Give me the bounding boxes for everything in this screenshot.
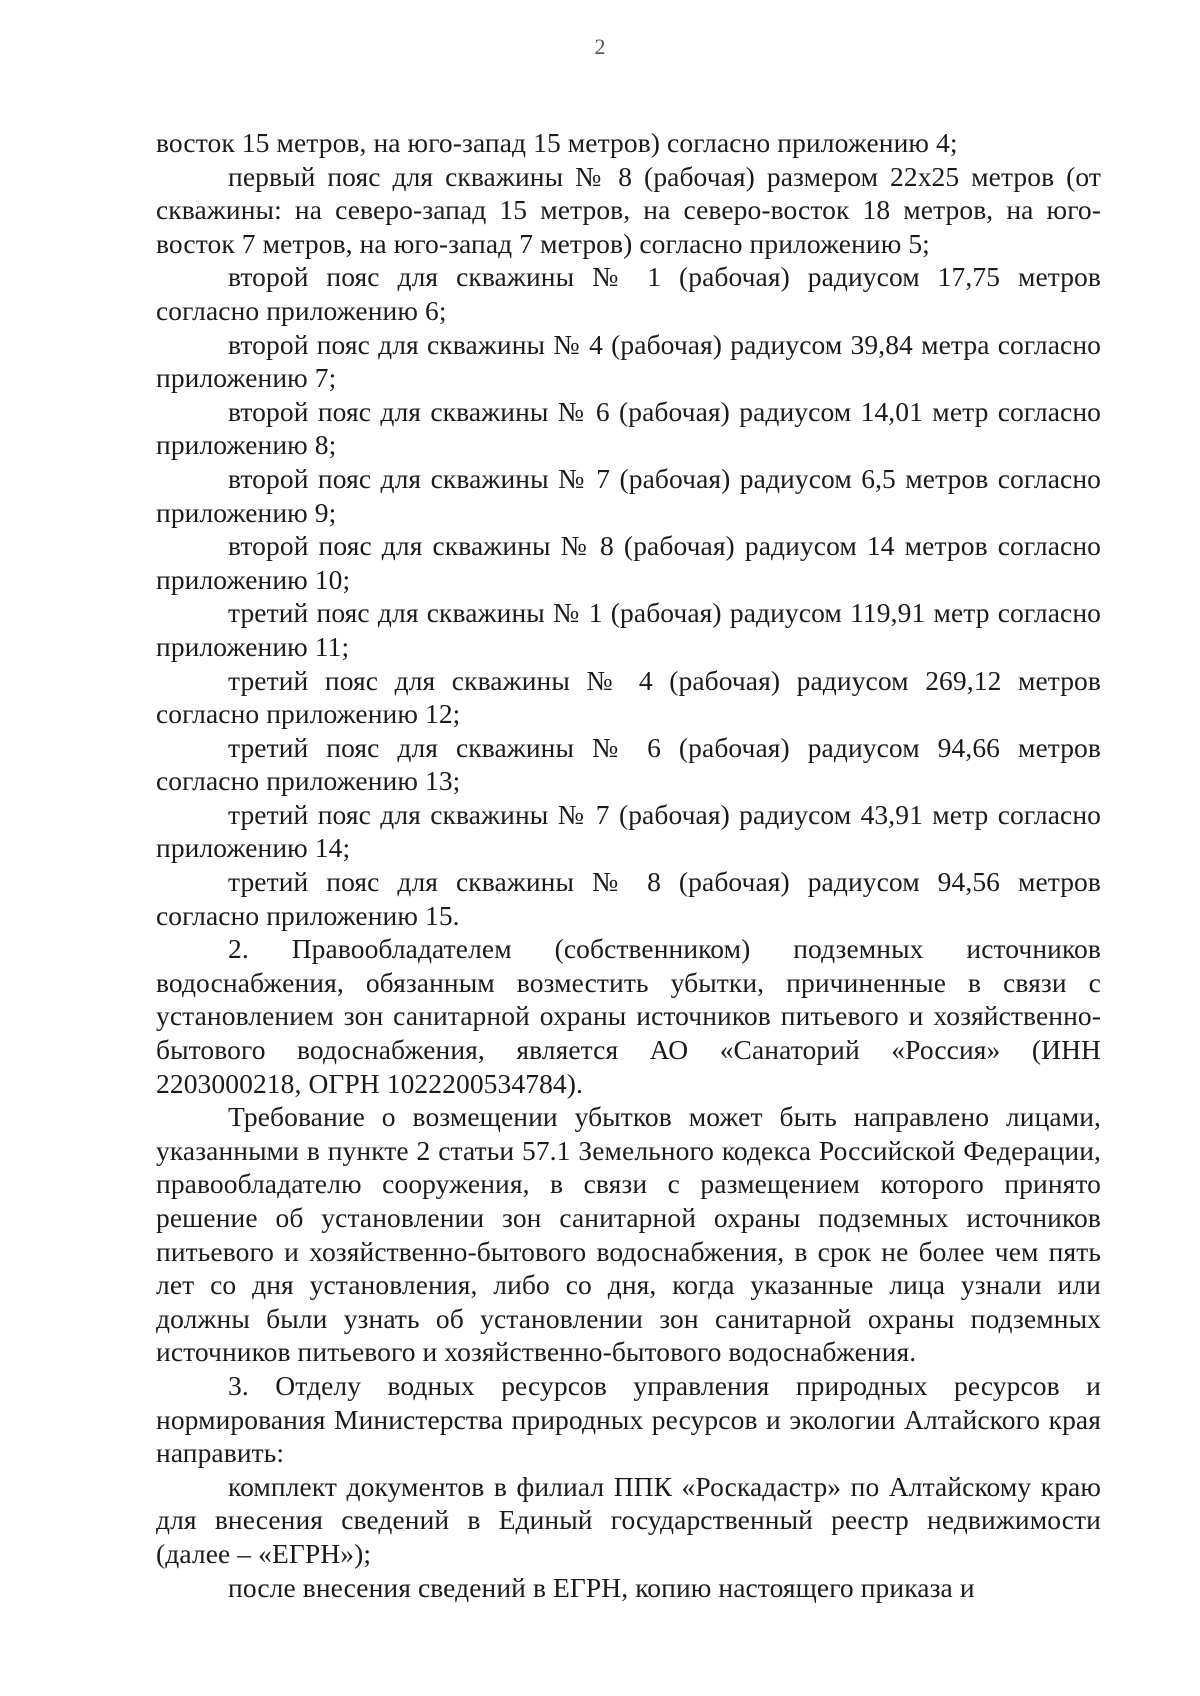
page-number: 2 [594, 34, 606, 59]
paragraph-third-belt-well-8: третий пояс для скважины № 8 (рабочая) радиусом 94,56 метров согласно приложению 15. [156, 866, 1101, 931]
document-body [156, 126, 1101, 1604]
paragraph-third-belt-well-6: третий пояс для скважины № 6 (рабочая) радиусом 94,66 метров согласно приложению 13; [156, 731, 1101, 797]
paragraph-third-belt-well-4: третий пояс для скважины № 4 (рабочая) радиусом 269,12 метров согласно приложению 12; [156, 664, 1101, 730]
paragraph-second-belt-well-1: второй пояс для скважины № 1 (рабочая) радиусом 17,75 метров согласно приложению 6; [156, 261, 1101, 326]
paragraph-continuation: восток 15 метров, на юго-запад 15 метров) согласно приложению 4; [156, 127, 958, 158]
paragraph-item-2-owner: 2. Правообладателем (собственником) подземных источников водоснабжения, обязанным возместить убытки, причиненные в связи с установлением зон санитарной охраны источников питьевого и хозяйственно-бытового водоснабжения, является АО «Санаторий «Россия» (ИНН 2203000218, ОГРН 1022200534784). [156, 933, 1101, 1099]
paragraph-second-belt-well-4: второй пояс для скважины № 4 (рабочая) радиусом 39,84 метра согласно приложению 7; [156, 328, 1101, 394]
paragraph-third-belt-well-1: третий пояс для скважины № 1 (рабочая) радиусом 119,91 метр согласно приложению 11; [156, 597, 1101, 662]
paragraph-third-belt-well-7: третий пояс для скважины № 7 (рабочая) радиусом 43,91 метр согласно приложению 14; [156, 798, 1101, 864]
paragraph-item-3-department: 3. Отделу водных ресурсов управления природных ресурсов и нормирования Министерства природных ресурсов и экологии Алтайского края направить: [156, 1369, 1101, 1469]
paragraph-damages-claim: Требование о возмещении убытков может быть направлено лицами, указанными в пункте 2 статьи 57.1 Земельного кодекса Российской Федерации, правообладателю сооружения, в связи с размещением которого принято решение об установлении зон санитарной охраны подземных источников питьевого и хозяйственно-бытового водоснабжения, в срок не более чем пять лет со дня установления, либо со дня, когда указанные лица узнали или должны были узнать об установлении зон санитарной охраны подземных источников питьевого и хозяйственно-бытового водоснабжения. [156, 1101, 1101, 1368]
paragraph-first-belt-well-8: первый пояс для скважины № 8 (рабочая) размером 22х25 метров (от скважины: на северо-запад 15 метров, на северо-восток 18 метров, на юго-восток 7 метров, на юго-запад 7 метров) согласно приложению 5; [156, 160, 1101, 259]
paragraph-after-egrn: после внесения сведений в ЕГРН, копию настоящего приказа и [228, 1571, 975, 1603]
paragraph-second-belt-well-7: второй пояс для скважины № 7 (рабочая) радиусом 6,5 метров согласно приложению 9; [156, 462, 1101, 528]
paragraph-documents-rosreestr: комплект документов в филиал ППК «Роскадастр» по Алтайскому краю для внесения сведений в Единый государственный реестр недвижимости (далее – «ЕГРН»); [156, 1470, 1101, 1569]
paragraph-second-belt-well-8: второй пояс для скважины № 8 (рабочая) радиусом 14 метров согласно приложению 10; [156, 530, 1101, 595]
paragraph-second-belt-well-6: второй пояс для скважины № 6 (рабочая) радиусом 14,01 метр согласно приложению 8; [156, 395, 1101, 461]
